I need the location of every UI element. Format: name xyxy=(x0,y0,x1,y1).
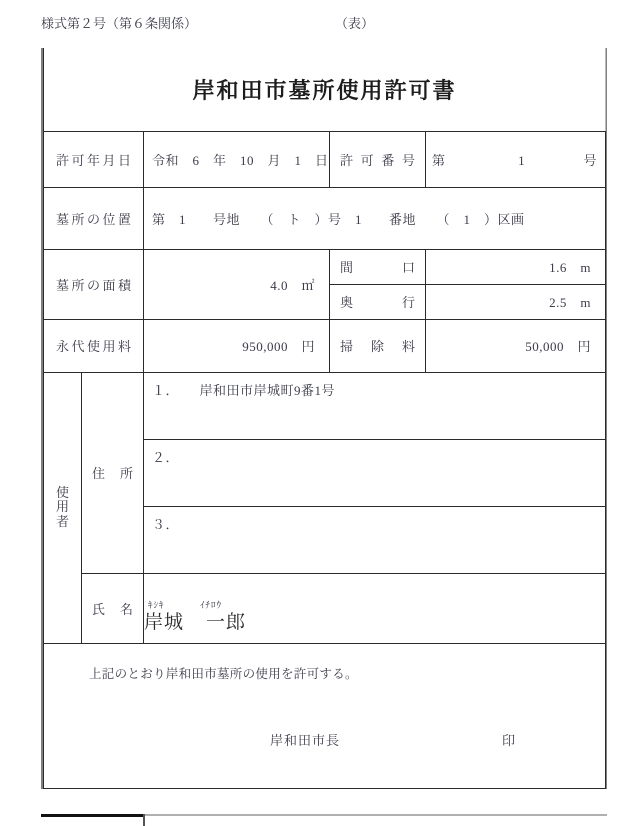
name-row xyxy=(44,573,606,643)
cleaning-fee-value-cell[interactable] xyxy=(426,319,606,372)
permit-number-value-cell[interactable] xyxy=(426,131,606,187)
permit-number-label: 許可番号 xyxy=(340,152,415,168)
location-label-cell xyxy=(44,187,144,249)
permit-date-label-cell xyxy=(44,131,144,187)
permit-date-value: 令和 6 年 10 月 1 日 xyxy=(152,152,329,168)
side-marker-label: （表） xyxy=(335,16,375,31)
bottom-notch-tick xyxy=(143,814,145,826)
bottom-notch xyxy=(41,814,607,826)
permit-date-row xyxy=(44,131,606,187)
name-label-cell xyxy=(82,573,144,643)
user-label-char-1: 使 xyxy=(55,485,69,501)
frontage-label-cell xyxy=(330,249,426,284)
document-title-cell xyxy=(44,48,606,131)
name-kanji xyxy=(144,613,605,632)
perpetual-fee-value-cell[interactable] xyxy=(144,319,330,372)
bottom-notch-dark-rule xyxy=(41,814,144,817)
permit-date-value-cell[interactable] xyxy=(144,131,330,187)
name-surname: 岸城 xyxy=(144,611,185,633)
permit-form-frame xyxy=(41,48,607,789)
address-value-cell-3[interactable] xyxy=(144,506,606,573)
seal-mark: 印 xyxy=(502,732,516,748)
user-label-char-2: 用 xyxy=(55,499,69,515)
depth-value-cell[interactable] xyxy=(426,284,606,319)
title-row xyxy=(44,48,606,131)
perpetual-fee-value: 950,000 円 xyxy=(242,339,315,354)
perpetual-fee-label-cell xyxy=(44,319,144,372)
depth-label-cell xyxy=(330,284,426,319)
footer-row xyxy=(44,643,606,788)
frontage-value-cell[interactable] xyxy=(426,249,606,284)
cleaning-fee-label-cell xyxy=(330,319,426,372)
location-value: 第 1 号地 （ ト ）号 1 番地 （ 1 ）区画 xyxy=(152,211,525,227)
area-label-cell xyxy=(44,249,144,319)
mayor-title: 岸和田市長 xyxy=(270,732,341,748)
footer-cell xyxy=(44,643,606,788)
depth-label: 奥行 xyxy=(340,295,415,310)
name-furigana xyxy=(144,601,605,610)
location-row xyxy=(44,187,606,249)
address-label-cell xyxy=(82,372,144,573)
perpetual-fee-label: 永代使用料 xyxy=(56,339,131,354)
fee-row xyxy=(44,319,606,372)
name-value-cell[interactable] xyxy=(144,573,606,643)
permit-number-label-cell xyxy=(330,131,426,187)
furigana-givenname: ｲﾁﾛｳ xyxy=(200,599,223,610)
sheet-header xyxy=(41,13,601,35)
name-label: 氏名 xyxy=(92,601,133,617)
user-label-char-3: 者 xyxy=(55,513,69,529)
address-label: 住所 xyxy=(92,466,133,481)
address-value-2: ２． xyxy=(152,449,180,465)
depth-value: 2.5 m xyxy=(549,295,592,310)
user-vertical-label xyxy=(44,486,81,529)
page-title: 岸和田市墓所使用許可書 xyxy=(192,77,457,103)
permit-number-value: 第 1 号 xyxy=(432,152,598,168)
area-label: 墓所の面積 xyxy=(56,277,131,293)
area-value: 4.0 ㎡ xyxy=(270,277,315,293)
location-label: 墓所の位置 xyxy=(56,211,131,227)
location-value-cell[interactable] xyxy=(144,187,606,249)
furigana-surname: ｷｼｷ xyxy=(148,599,165,610)
user-vertical-label-cell xyxy=(44,372,82,643)
approval-statement: 上記のとおり岸和田市墓所の使用を許可する。 xyxy=(89,666,358,681)
address-value-cell-1[interactable] xyxy=(144,372,606,439)
name-givenname: 一郎 xyxy=(206,611,247,633)
cleaning-fee-value: 50,000 円 xyxy=(525,339,592,354)
name-value-wrapper xyxy=(144,585,605,632)
form-number-label: 様式第２号（第６条関係） xyxy=(41,16,198,31)
bottom-notch-light-rule xyxy=(144,814,607,816)
frontage-label: 間口 xyxy=(340,260,415,275)
address-row-1 xyxy=(44,372,606,439)
frontage-value: 1.6 m xyxy=(549,260,592,275)
area-frontage-row xyxy=(44,249,606,284)
cleaning-fee-label: 掃除料 xyxy=(340,339,415,354)
address-value-1: １． 岸和田市岸城町9番1号 xyxy=(152,382,336,398)
address-value-3: ３． xyxy=(152,516,180,532)
permit-date-label: 許可年月日 xyxy=(56,152,131,168)
address-value-cell-2[interactable] xyxy=(144,439,606,506)
permit-form-table xyxy=(43,48,606,789)
area-value-cell[interactable] xyxy=(144,249,330,319)
